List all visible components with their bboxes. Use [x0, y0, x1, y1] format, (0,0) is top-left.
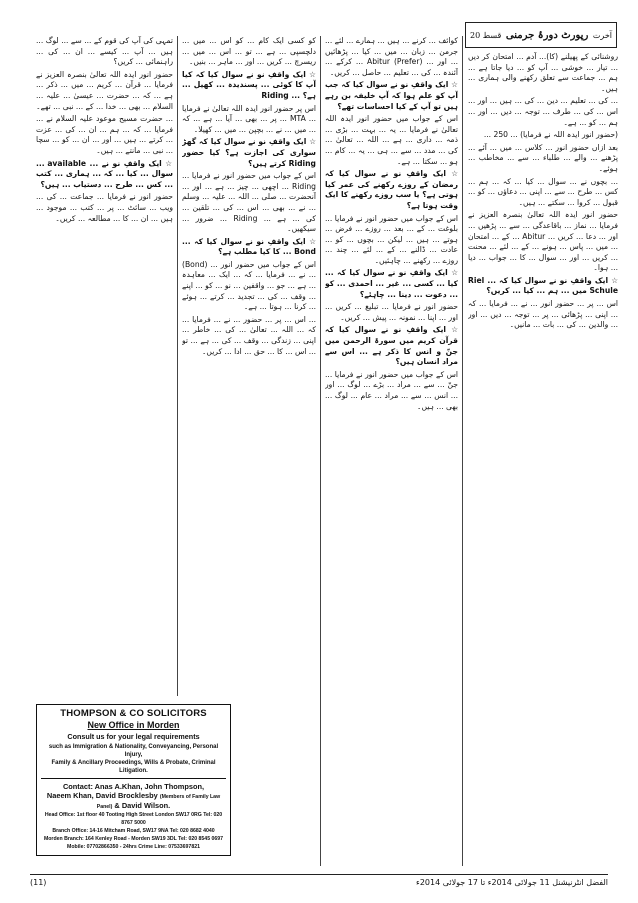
ad-head-office: Head Office: 1st floor 40 Tooting High Street London SW17 0RG Tel: 020 8767 5000	[44, 812, 223, 826]
paragraph: بعد ازاں حضور انور ... کلاس ... میں ... آئے ... پڑھنے ... والے ... طلباء ... سے ... مخاطب ... ہوئے۔	[468, 142, 618, 173]
paragraph: کو کسی ایک کام ... کو اس ... میں ... دلچسپی ... ہے ... تو ... اس ... میں ... ریسرچ ... کریں ... اور ... ماہر ... بنیں۔	[182, 36, 316, 67]
paragraph: اس کے جواب میں حضور انور نے فرمایا ... Riding ... اچھی ... چیز ... ہے ... اور ... آنحضرت ... صلی ... اللہ ... علیہ ... وسلم ... نے ... بھی ... اس ... کی ... تلقین ... کی ... ہے ... Riding ... ضرور ... سیکھیں۔	[182, 171, 316, 234]
solicitors-advertisement	[36, 704, 231, 856]
paragraph: ... کی ... تعلیم ... دین ... کی ... ہیں ... اور ... اس ... کی ... طرف ... توجہ ... دیں ... اور ... ہم ... کو ... ہے۔	[468, 96, 618, 127]
paragraph: اس پر حضور انور ایدہ اللہ تعالیٰ نے فرمایا ... MTA ... پر ... بھی ... آیا ... ہے ... کہ ... میں ... نے ... بچپن ... میں ... کھیلا۔	[182, 103, 316, 134]
question: ☆ ایک واقفِ نو نے سوال کیا کہ رمضان کے روزے رکھنے کی عمر کیا ہوتی ہے؟ یا سب روزے رکھنے کا ایک وقت ہوتا ہے؟	[325, 169, 458, 210]
question: ☆ ایک واقفِ نو نے سوال کیا کہ کیا آپ کا کوئی ... پسندیدہ ... کھیل ... ہے؟ ... Riding	[182, 69, 316, 100]
ad-morden-branch: Morden Branch: 164 Kenley Road - Morden SW19 3DL Tel: 020 8545 0697	[43, 836, 224, 842]
column-left	[36, 36, 173, 696]
header-label: آخرت	[592, 30, 612, 40]
ad-contact-names: Naeem Khan, David Brocklesby	[46, 791, 158, 800]
ad-contact-line: Contact: Anas A.Khan, John Thompson,	[62, 782, 205, 791]
question: ☆ ایک واقفِ نو نے سوال کیا کہ ... Bond ... کا کیا مطلب ہے؟	[182, 236, 316, 257]
column-divider	[320, 36, 321, 866]
ad-services-line: such as Immigration & Nationality, Conveyancing, Personal Injury,	[48, 744, 219, 758]
question: ☆ ایک واقفِ نو نے سوال کیا کہ قرآن کریم میں سورۃ الرحمن میں جنّ و انس کا ذکر ہے ... اس سے مراد انسان ہیں؟	[325, 325, 458, 367]
column-divider	[462, 36, 463, 866]
ad-services	[41, 743, 226, 775]
ad-divider	[41, 778, 226, 779]
ad-firm-name: THOMPSON & CO SOLICITORS	[60, 708, 207, 719]
ad-contact-names-tail: & David Wilson.	[114, 801, 171, 810]
question: ☆ ایک واقفِ نو نے سوال کیا کہ ... کیا ... کسی ... غیر ... احمدی ... کو ... دعوت ... دینا ... چاہئے؟	[325, 268, 458, 299]
paragraph: روشنائی کے پھیلنے (کا)... آدم ... امتحان کر دیں ... تیار ... خوشی ... آپ کو ... دیا جاتا ہے ... ہم ... جماعت سے تعلق رکھنے والی ہماری ... ہیں۔	[468, 52, 618, 93]
article-header	[465, 22, 617, 48]
paragraph: کوائف ... کرنے ... ہیں ... ہمارے ... لئے ... جرمن ... زبان ... میں ... کیا ... پڑھائیں ... اور ... Abitur (Prefer) ... کرکے ... آئندہ ... کی ... تعلیم ... حاصل ... کریں۔	[325, 36, 458, 77]
question: ☆ ایک واقفِ نو نے سوال کیا کہ ... Riel Schule میں ... ہم ... کیا ... کریں؟	[468, 275, 618, 296]
paragraph: تمہی کی آپ کی قوم کے ... سے ... لوگ ... ہیں ... آپ ... کیسے ... ان ... کی ... راہنمائی ... کریں؟	[36, 36, 173, 67]
column-mid-right	[325, 36, 458, 866]
paragraph: حضور انور ایدہ اللہ تعالیٰ بنصرہ العزیز نے فرمایا ... نماز ... باقاعدگی ... سے ... پڑھیں ... اور ... دعا ... کریں ... Abitur ... کے ... امتحان ... میں ... پاس ... ہونے ... کے ... لئے ... محنت ... کریں ... اور ... سوال ... کا ... جواب ... دیا ... ہوا۔	[468, 210, 618, 273]
column-divider	[177, 36, 178, 696]
question: ☆ ایک واقفِ نو نے سوال کیا کہ جب آپ کو علم ہوا کہ آپ خلیفہ بن رہے ہیں تو آپ کے کیا احساسات تھے؟	[325, 80, 458, 111]
paragraph: اس کے جواب میں حضور انور ایدہ اللہ تعالیٰ نے فرمایا ... یہ ... بہت ... بڑی ... ذمہ ... داری ... ہے ... اللہ ... تعالیٰ ... کی ... مدد ... سے ... ہی ... یہ ... کام ... ہو ... سکتا ... ہے۔	[325, 114, 458, 166]
paragraph: ... حضرت مسیح موعود علیہ السلام نے ... فرمایا ... کہ ... ہم ... ان ... کی ... عزت ... کرتے ... ہیں ... اور ... ان ... کو ... سچا ... نبی ... مانتے ... ہیں۔	[36, 114, 173, 155]
episode-number: قسط 20	[470, 30, 502, 40]
paragraph: حضور انور نے فرمایا ... تبلیغ ... کریں ... اور ... اپنا ... نمونہ ... پیش ... کریں۔	[325, 302, 458, 322]
ad-branch-office: Branch Office: 14-16 Mitcham Road, SW17 9NA Tel: 020 8682 4040	[52, 828, 215, 834]
column-right	[468, 52, 618, 867]
paragraph: ... اس ... پر ... حضور ... نے ... فرمایا ... کہ ... اللہ ... تعالیٰ ... کی ... خاطر ... اپنی ... زندگی ... وقف ... کی ... ہے ... تو ... اس ... کا ... حق ... ادا ... کریں۔	[182, 314, 316, 356]
ad-office-headline: New Office in Morden	[87, 720, 180, 730]
page-footer	[30, 874, 608, 889]
ad-tagline: Consult us for your legal requirements	[67, 732, 200, 741]
publication-issue: الفضل انٹرنیشنل 11 جولائی 2014ء تا 17 جولائی 2014ء	[416, 877, 608, 887]
paragraph: (حضور انور ایدہ اللہ نے فرمایا) ... 250 ...	[483, 130, 618, 140]
article-title: رپورٹ دورۂ جرمنی	[505, 29, 589, 41]
paragraph: اس ... پر ... حضور انور ... نے ... فرمایا ... کہ ... اپنی ... پڑھائی ... پر ... توجہ ... دیں ... اور ... والدین ... کی ... بات ... مانیں۔	[468, 299, 618, 330]
paragraph: اس کے جواب میں حضور انور نے فرمایا ... بلوغت ... کے ... بعد ... روزے ... فرض ... ہوتے ... ہیں ... لیکن ... بچوں ... کو ... عادت ... ڈالنے ... کے ... لئے ... چند ... روزے ... رکھنے ... چاہئیں۔	[325, 213, 458, 265]
page-number: (11)	[30, 877, 47, 887]
paragraph: اس کے جواب میں حضور انور نے فرمایا ... جنّ ... سے ... مراد ... بڑے ... لوگ ... اور ... انس ... سے ... مراد ... عام ... لوگ ... بھی ... ہیں۔	[325, 369, 458, 411]
paragraph: ... بچوں نے ... سوال ... کیا ... کہ ... ہم ... کس ... طرح ... سے ... اپنی ... دعاؤں ... کو ... قبول ... کروا ... سکتے ... ہیں۔	[468, 176, 618, 207]
paragraph: اس کے جواب میں حضور انور ... (Bond) ... نے ... فرمایا ... کہ ... ایک ... معاہدہ ... ہے ... جو ... واقفین ... نو ... کو ... اپنے ... وقف ... کی ... تجدید ... کرتے ... ہوئے ... کرنا ... ہوتا ... ہے۔	[182, 259, 316, 312]
ad-services-line: Family & Ancillary Proceedings, Wills & Probate, Criminal Litigation.	[51, 760, 216, 774]
question: ☆ ایک واقفِ نو نے سوال کیا کہ گھڑ سواری کی اجازت ہے؟ کیا حضور Riding کرتے ہیں؟	[182, 137, 316, 168]
ad-contacts	[41, 782, 226, 811]
question: ☆ ایک واقفِ نو نے ... available ... سوال ... کیا ... کہ ... ہماری ... کتب ... کس ... طرح ... دستیاب ... ہیں؟	[36, 158, 173, 189]
ad-contact-note: (Members of Family Law Panel)	[96, 794, 221, 810]
ad-mobile: Mobile: 07702866350 - 24hrs Crime Line: 07533697821	[67, 844, 200, 850]
ad-contact-line	[41, 791, 226, 811]
paragraph: حضور انور ایدہ اللہ تعالیٰ بنصرہ العزیز نے فرمایا ... قرآن ... کریم ... میں ... ذکر ... ہے ... کہ ... حضرت ... عیسیٰ ... علیہ ... السلام ... بھی ... خدا ... کے ... نبی ... تھے۔	[36, 69, 173, 111]
paragraph: حضور انور نے فرمایا ... جماعت ... کی ... ویب ... سائٹ ... پر ... کتب ... موجود ... ہیں ... ان ... کا ... مطالعہ ... کریں۔	[36, 192, 173, 223]
